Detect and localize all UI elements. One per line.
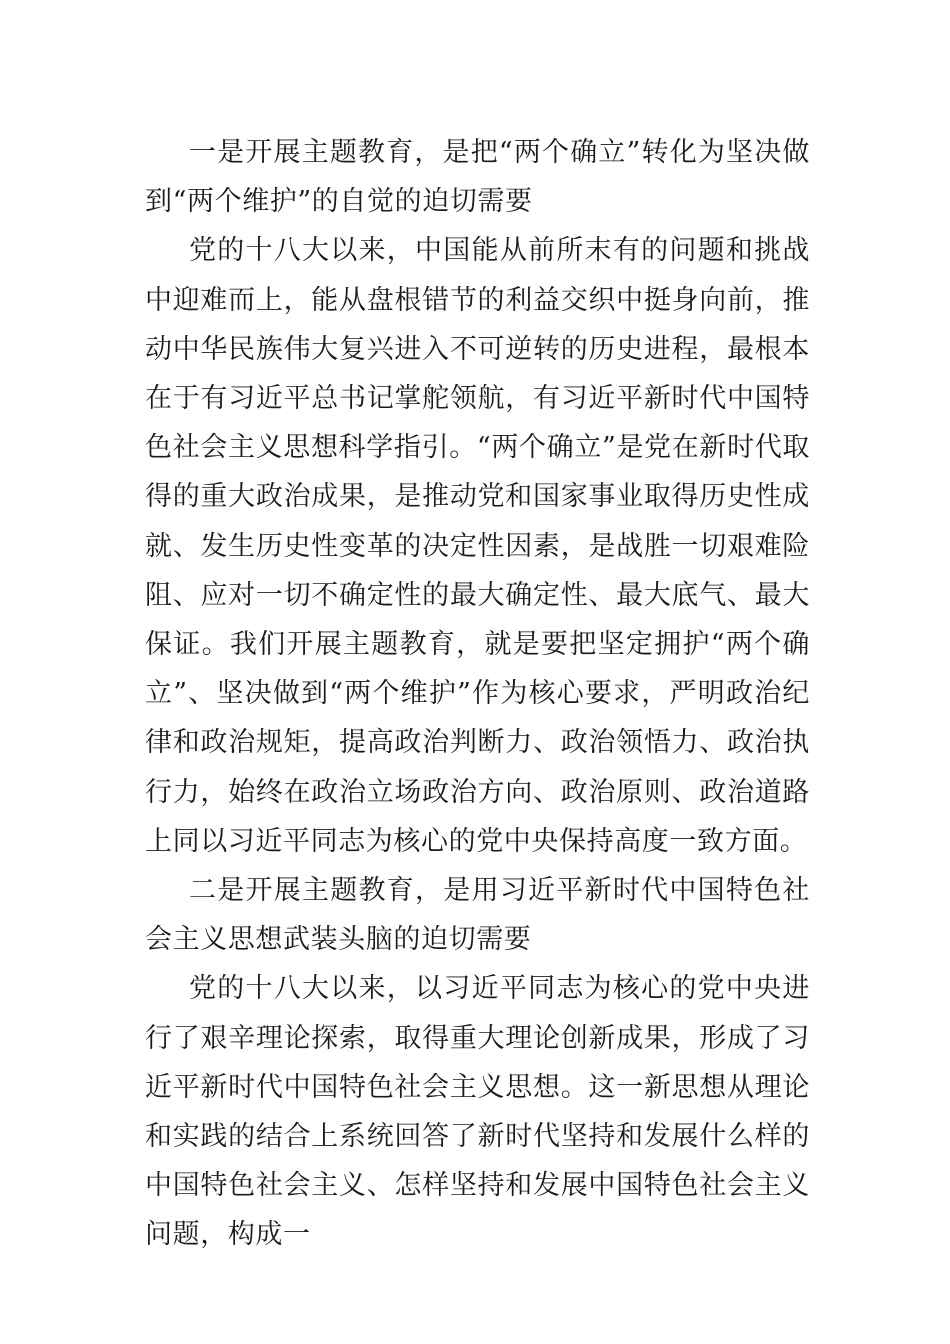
body-paragraph-2: 党的十八大以来，以习近平同志为核心的党中央进行了艰辛理论探索，取得重大理论创新成果，形成了习近平新时代中国特色社会主义思想。这一新思想从理论和实践的结合上系统回答了新时代坚持和发展什么样的中国特色社会主义、怎样坚持和发展中国特色社会主义问题，构成一: [145, 973, 810, 1251]
section-heading-2: 二是开展主题教育，是用习近平新时代中国特色社会主义思想武装头脑的迫切需要: [145, 875, 810, 956]
document-body: [145, 128, 810, 1260]
body-paragraph-1: 党的十八大以来，中国能从前所末有的问题和挑战中迎难而上，能从盘根错节的利益交织中挺身向前，推动中华民族伟大复兴进入不可逆转的历史进程，最根本在于有习近平总书记掌舵领航，有习近平新时代中国特色社会主义思想科学指引。“两个确立”是党在新时代取得的重大政治成果，是推动党和国家事业取得历史性成就、发生历史性变革的决定性因素，是战胜一切艰难险阻、应对一切不确定性的最大确定性、最大底气、最大保证。我们开展主题教育，就是要把坚定拥护“两个确立”、坚决做到“两个维护”作为核心要求，严明政治纪律和政治规矩，提高政治判断力、政治领悟力、政治执行力，始终在政治立场政治方向、政治原则、政治道路上同以习近平同志为核心的党中央保持高度一致方面。: [145, 235, 810, 857]
section-heading-1: 一是开展主题教育，是把“两个确立”转化为坚决做到“两个维护”的自觉的迫切需要: [145, 137, 810, 218]
